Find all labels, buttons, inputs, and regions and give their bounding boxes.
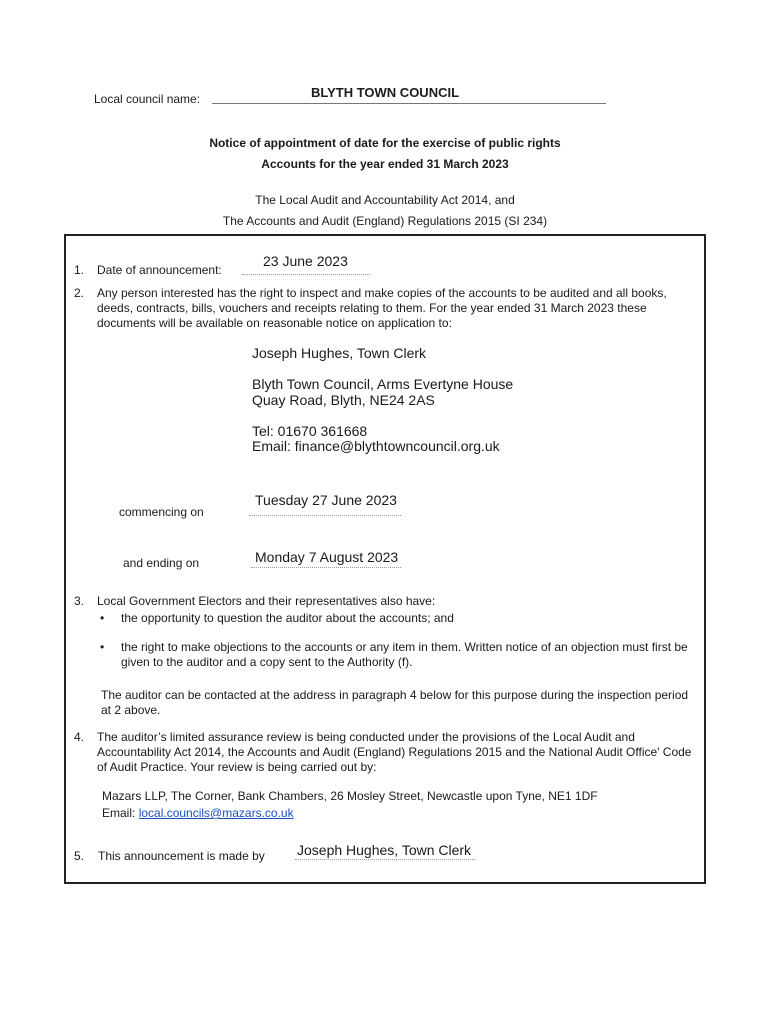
contact-address-2: Quay Road, Blyth, NE24 2AS	[252, 392, 435, 408]
section-4-text: The auditor’s limited assurance review is being conducted under the provisions of the Local Audit and Accountability Act 2014, the Accounts and Audit (England) Regulations 2015 and the National Audit Office' Code of Audit Practice. Your review is being carried out by:	[97, 730, 692, 774]
section-4-number: 4.	[74, 730, 85, 744]
auditor-contact-note: The auditor can be contacted at the address in paragraph 4 below for this purpose during the inspection period at 2 above.	[101, 688, 689, 717]
contact-tel: Tel: 01670 361668	[252, 423, 368, 439]
section-2-number: 2.	[74, 286, 85, 300]
ending-underline	[251, 567, 401, 568]
announcement-date-underline	[242, 274, 370, 275]
council-name-value: BLYTH TOWN COUNCIL	[310, 85, 460, 100]
ending-date: Monday 7 August 2023	[255, 549, 399, 565]
auditor-email-link[interactable]: local.councils@mazars.co.uk	[138, 806, 294, 820]
notice-title: Notice of appointment of date for the exercise of public rights	[209, 136, 561, 150]
section-5-number: 5.	[74, 849, 85, 863]
announcement-date-value: 23 June 2023	[263, 253, 348, 269]
announcement-by-underline	[295, 859, 475, 860]
act-line-1: The Local Audit and Accountability Act 2014, and	[255, 193, 515, 207]
announcement-date-label: Date of announcement:	[97, 263, 222, 277]
section-3-number: 3.	[74, 594, 85, 608]
announcement-by-label: This announcement is made by	[98, 849, 265, 863]
section-1-number: 1.	[74, 263, 85, 277]
auditor-address: Mazars LLP, The Corner, Bank Chambers, 26 Mosley Street, Newcastle upon Tyne, NE1 1DF	[102, 789, 598, 803]
bullet-icon: •	[100, 611, 105, 625]
section-3-bullet-1: the opportunity to question the auditor about the accounts; and	[121, 611, 454, 625]
accounts-title: Accounts for the year ended 31 March 2023	[261, 157, 509, 171]
commencing-date: Tuesday 27 June 2023	[255, 492, 397, 508]
section-3-intro: Local Government Electors and their representatives also have:	[97, 594, 436, 608]
council-name-underline	[212, 103, 606, 104]
section-2-text: Any person interested has the right to inspect and make copies of the accounts to be audited and all books, deeds, contracts, bills, vouchers and receipts relating to them. For the year ended 31 March 2023 these documents will be available on reasonable notice on application to:	[97, 286, 667, 330]
act-line-2: The Accounts and Audit (England) Regulations 2015 (SI 234)	[222, 214, 548, 228]
contact-address-1: Blyth Town Council, Arms Evertyne House	[252, 376, 514, 392]
section-3-bullet-2: the right to make objections to the accounts or any item in them. Written notice of an objection must first be given to the auditor and a copy sent to the Authority (f).	[121, 640, 688, 669]
announcement-by-value: Joseph Hughes, Town Clerk	[297, 842, 472, 858]
council-name-label: Local council name:	[94, 92, 201, 106]
auditor-email-row	[102, 806, 294, 820]
contact-email: Email: finance@blythtowncouncil.org.uk	[252, 438, 500, 454]
ending-label: and ending on	[123, 556, 200, 570]
commencing-label: commencing on	[119, 505, 204, 519]
contact-name: Joseph Hughes, Town Clerk	[252, 345, 427, 361]
bullet-icon: •	[100, 640, 105, 654]
auditor-email-label: Email:	[102, 806, 139, 820]
commencing-underline	[249, 515, 401, 516]
notice-box	[64, 234, 706, 884]
